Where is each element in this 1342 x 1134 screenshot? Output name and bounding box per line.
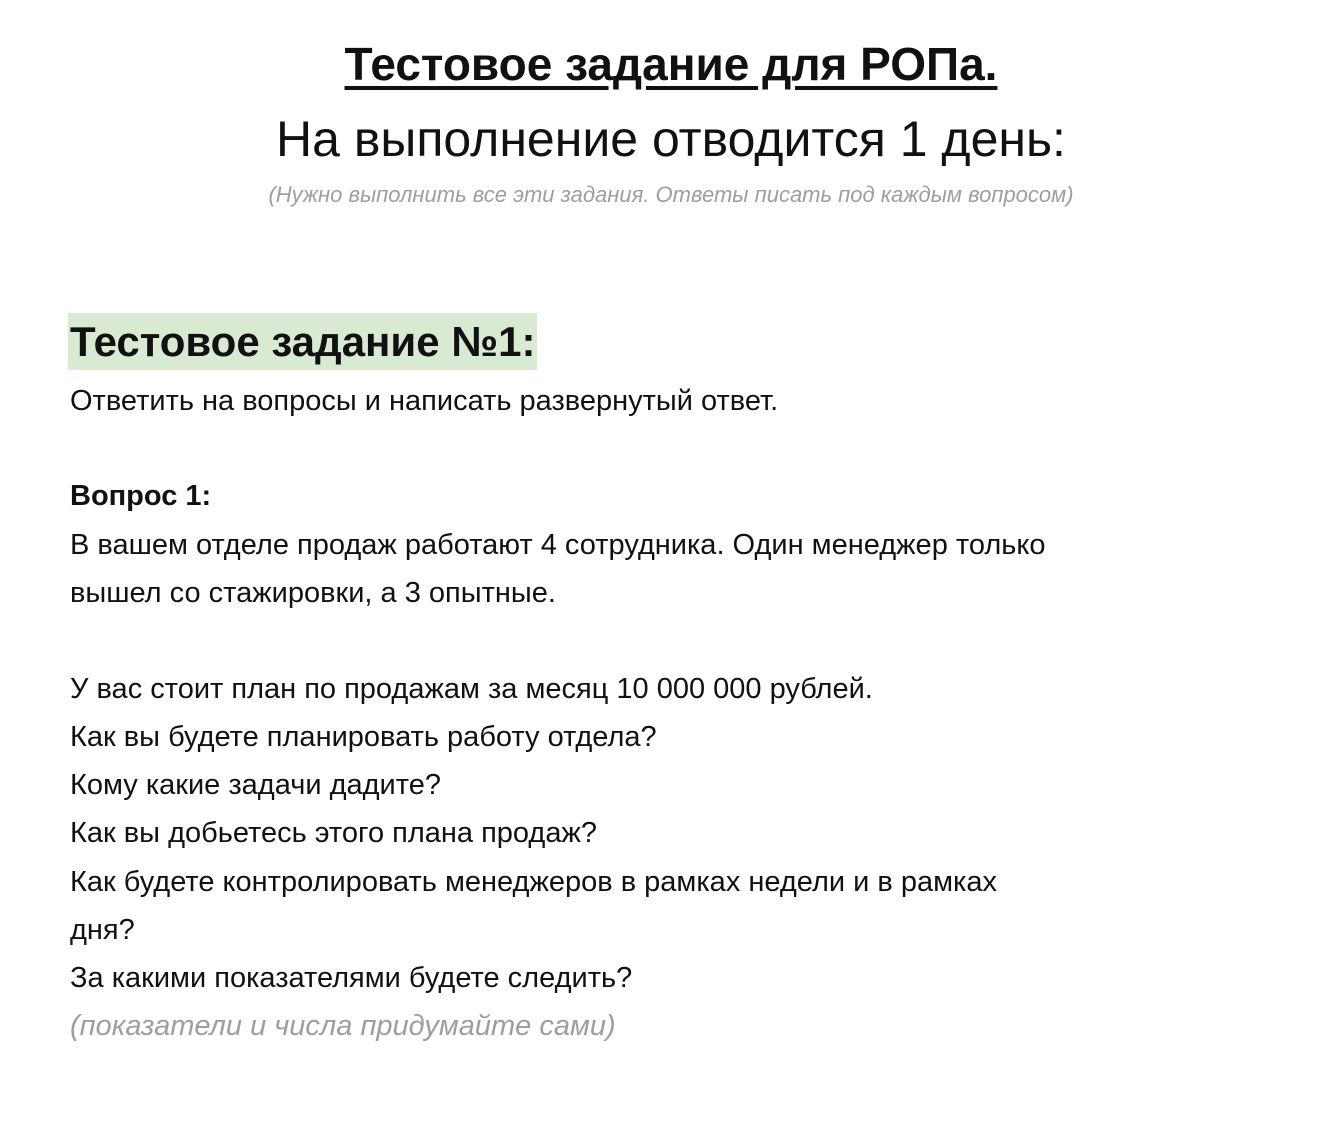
question-1-line: вышел со стажировки, а 3 опытные.	[70, 577, 556, 609]
question-1-line: Кому какие задачи дадите?	[70, 769, 441, 801]
question-1-line: У вас стоит план по продажам за месяц 10 000 000 рублей.	[70, 673, 873, 705]
question-1-line: дня?	[70, 914, 135, 946]
question-1-note: (показатели и числа придумайте сами)	[70, 1010, 616, 1042]
task-1-heading: Тестовое задание №1:	[68, 313, 537, 370]
question-1-line: Как вы будете планировать работу отдела?	[70, 721, 657, 753]
question-1-label: Вопрос 1:	[70, 480, 212, 512]
question-1-line: Как будете контролировать менеджеров в рамках недели и в рамках	[70, 866, 998, 898]
document-hint: (Нужно выполнить все эти задания. Ответы писать под каждым вопросом)	[268, 182, 1074, 207]
question-1-line: Как вы добьетесь этого плана продаж?	[70, 817, 597, 849]
document-subtitle: На выполнение отводится 1 день:	[276, 111, 1066, 167]
document-title: Тестовое задание для РОПа.	[344, 38, 998, 90]
task-1-instruction: Ответить на вопросы и написать развернутый ответ.	[70, 385, 779, 417]
question-1-line: За какими показателями будете следить?	[70, 962, 633, 994]
question-1-line: В вашем отделе продаж работают 4 сотрудника. Один менеджер только	[70, 529, 1046, 561]
